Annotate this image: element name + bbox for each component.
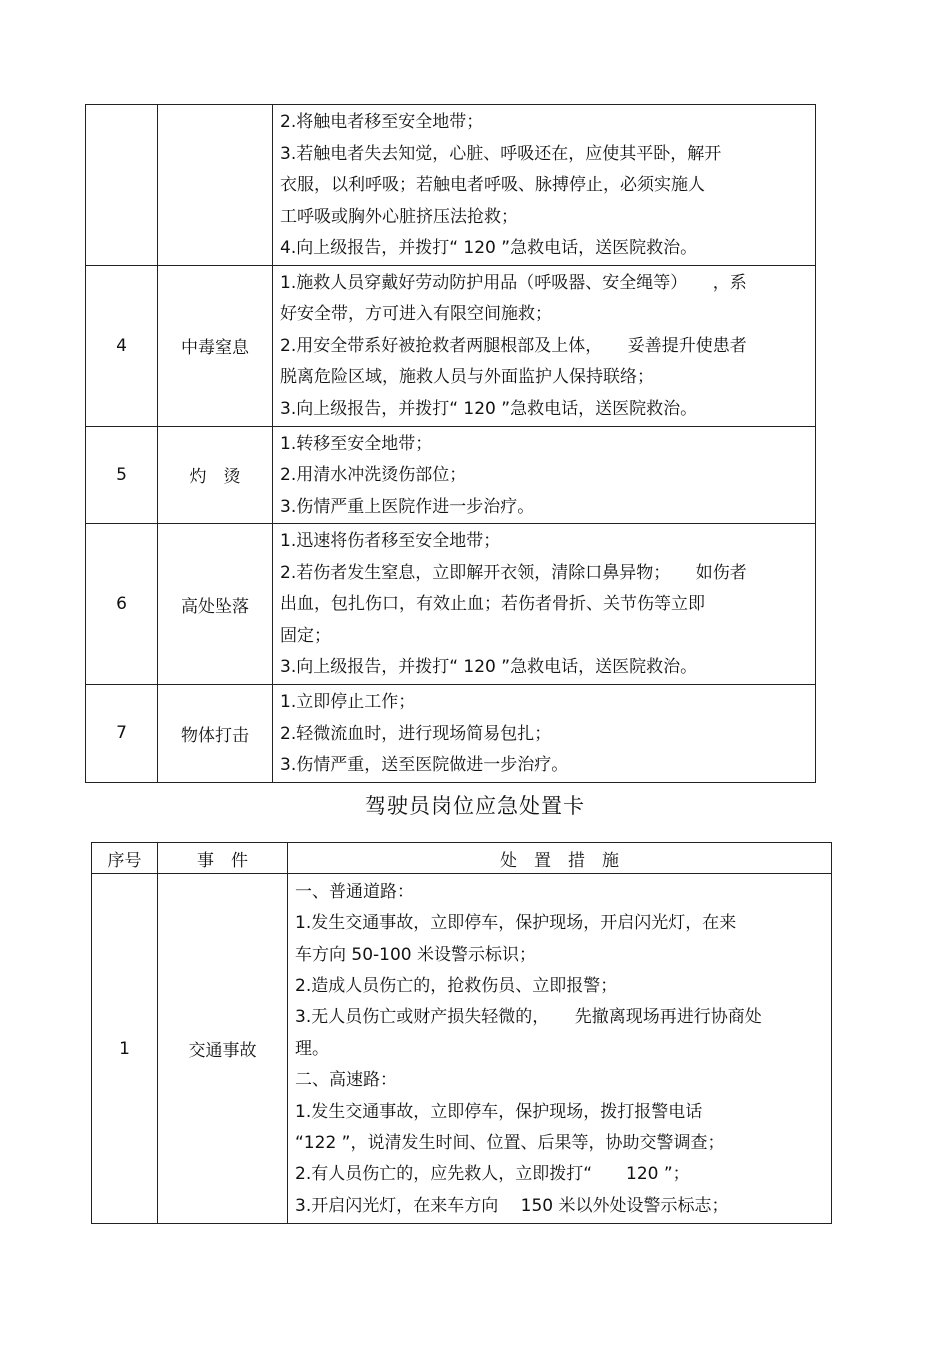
measure-line: 好安全带，方可进入有限空间施救； — [280, 304, 552, 325]
row-number: 7 — [86, 685, 158, 783]
row-number: 5 — [86, 426, 158, 524]
measure-line: 1.施救人员穿戴好劳动防护用品（呼吸器、安全绳等） ，系 — [280, 272, 747, 293]
table-row — [86, 426, 816, 524]
measure-line: 1.发生交通事故，立即停车，保护现场，开启闪光灯，在来 — [295, 913, 737, 934]
driver-emergency-card-table — [91, 842, 832, 1224]
measure-line: 1.迅速将伤者移至安全地带； — [280, 531, 501, 552]
row-event: 中毒窒息 — [158, 265, 273, 426]
row-event: 高处坠落 — [158, 524, 273, 685]
row-event: 灼 烫 — [158, 426, 273, 524]
measure-line: 一、普通道路： — [295, 881, 414, 902]
measure-line: 1.立即停止工作； — [280, 692, 416, 712]
table-row — [86, 524, 816, 685]
measure-line: 2.若伤者发生窒息，立即解开衣领，清除口鼻异物； 如伤者 — [280, 562, 747, 583]
measure-line: 固定； — [280, 625, 331, 646]
row-event: 物体打击 — [158, 685, 273, 783]
row-number: 6 — [86, 524, 158, 685]
table-row — [92, 874, 832, 1224]
measure-line: 车方向 50-100 米设警示标识； — [295, 944, 537, 965]
measure-line: 1.转移至安全地带； — [280, 433, 433, 454]
measure-line: 衣服，以利呼吸；若触电者呼吸、脉搏停止，必须实施人 — [280, 175, 705, 195]
row-event — [158, 105, 273, 266]
header-number: 序号 — [92, 843, 158, 874]
measure-line: 3.开启闪光灯，在来车方向 150 米以外处设警示标志； — [295, 1195, 729, 1216]
measure-line: 3.向上级报告，并拨打“ 120 ”急救电话，送医院救治。 — [280, 657, 698, 678]
measure-line: 3.若触电者失去知觉，心脏、呼吸还在，应使其平卧，解开 — [280, 143, 722, 164]
emergency-measures-table-continued — [85, 104, 816, 783]
table-row — [86, 685, 816, 783]
measure-line: 2.用清水冲洗烫伤部位； — [280, 465, 467, 485]
row-measures — [273, 524, 816, 685]
measure-line: 二、高速路： — [295, 1070, 397, 1091]
table-row — [86, 105, 816, 266]
measure-line: 2.用安全带系好被抢救者两腿根部及上体， 妥善提升使患者 — [280, 335, 747, 356]
row-number: 4 — [86, 265, 158, 426]
table-header-row — [92, 843, 832, 874]
card-title: 驾驶员岗位应急处置卡 — [365, 794, 585, 818]
measure-line: 出血，包扎伤口，有效止血；若伤者骨折、关节伤等立即 — [280, 594, 705, 615]
measure-line: 3.无人员伤亡或财产损失轻微的， 先撤离现场再进行协商处 — [295, 1007, 762, 1028]
measure-line: 脱离危险区域，施救人员与外面监护人保持联络； — [280, 367, 654, 388]
row-number — [86, 105, 158, 266]
table-row — [86, 265, 816, 426]
measure-line: 1.发生交通事故，立即停车，保护现场，拨打报警电话 — [295, 1101, 703, 1122]
measure-line: 3.伤情严重上医院作进一步治疗。 — [280, 496, 535, 517]
row-measures — [273, 105, 816, 266]
row-measures — [288, 874, 832, 1224]
header-event: 事 件 — [158, 843, 288, 874]
measure-line: 2.造成人员伤亡的，抢救伤员、立即报警； — [295, 976, 618, 997]
measure-line: 4.向上级报告，并拨打“ 120 ”急救电话，送医院救治。 — [280, 238, 698, 258]
header-measures: 处 置 措 施 — [288, 843, 832, 874]
row-measures — [273, 685, 816, 783]
measure-line: “122 ”，说清发生时间、位置、后果等，协助交警调查； — [295, 1132, 725, 1153]
measure-line: 理。 — [295, 1038, 329, 1059]
measure-line: 2.将触电者移至安全地带； — [280, 112, 484, 132]
measure-line: 2.轻微流血时，进行现场简易包扎； — [280, 723, 552, 744]
row-number: 1 — [92, 874, 158, 1224]
measure-line: 3.向上级报告，并拨打“ 120 ”急救电话，送医院救治。 — [280, 398, 698, 419]
measure-line: 工呼吸或胸外心脏挤压法抢救； — [280, 206, 518, 227]
measure-line: 3.伤情严重，送至医院做进一步治疗。 — [280, 755, 569, 775]
row-measures — [273, 265, 816, 426]
measure-line: 2.有人员伤亡的，应先救人，立即拨打“ 120 ”； — [295, 1164, 690, 1185]
row-measures — [273, 426, 816, 524]
row-event: 交通事故 — [158, 874, 288, 1224]
